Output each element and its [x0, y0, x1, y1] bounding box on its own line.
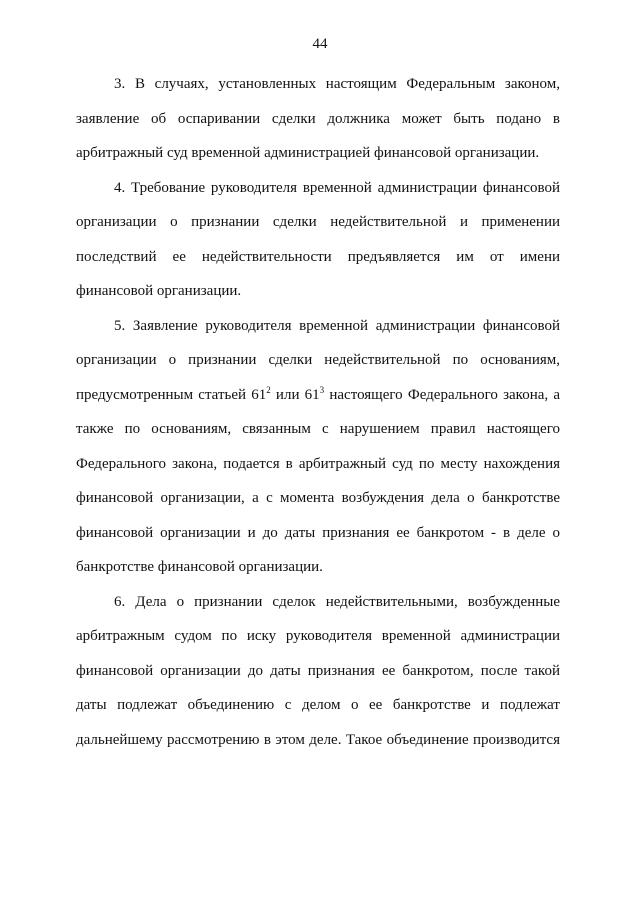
text-fragment: предусмотренным статьей 61: [76, 386, 267, 403]
text-line: даты подлежат объединению с делом о ее банкротстве и подлежат: [76, 697, 560, 713]
paragraph-6: [76, 585, 560, 758]
text-line: 4. Требование руководителя временной администрации финансовой: [114, 179, 560, 196]
text-line: арбитражным судом по иску руководителя временной администрации: [76, 628, 560, 644]
paragraph-5: [76, 309, 560, 585]
text-line: последствий ее недействительности предъявляется им от имени: [76, 248, 560, 265]
text-line: финансовой организации, а с момента возбуждения дела о банкротстве: [76, 490, 560, 506]
text-fragment: настоящего Федерального закона, а: [324, 386, 560, 403]
text-line: Федерального закона, подается в арбитражный суд по месту нахождения: [76, 455, 560, 472]
text-fragment: или 61: [270, 386, 320, 403]
superscript: 3: [319, 384, 325, 395]
text-line: финансовой организации и до даты признания ее банкротом - в деле о: [76, 524, 560, 541]
text-line: также по основаниям, связанным с нарушением правил настоящего: [76, 421, 560, 437]
superscript: 2: [266, 384, 271, 395]
text-line: банкротстве финансовой организации.: [76, 559, 323, 575]
paragraph-4: [76, 171, 560, 309]
text-line: организации о признании сделки недействительной и применении: [76, 214, 560, 230]
text-line: заявление об оспаривании сделки должника может быть подано в: [76, 110, 560, 127]
text-line-with-superscripts: [76, 378, 560, 413]
paragraph-3: [76, 67, 560, 171]
text-line: 3. В случаях, установленных настоящим Федеральным законом,: [114, 76, 560, 92]
text-line: финансовой организации до даты признания ее банкротом, после такой: [76, 662, 560, 679]
text-line: арбитражный суд временной администрацией финансовой организации.: [76, 145, 540, 161]
text-line: 6. Дела о признании сделок недействительными, возбужденные: [114, 593, 560, 610]
text-line: дальнейшему рассмотрению в этом деле. Такое объединение производится: [76, 731, 560, 748]
text-line: финансовой организации.: [76, 283, 242, 299]
text-line: 5. Заявление руководителя временной администрации финансовой: [114, 317, 560, 334]
page-number: 44: [312, 36, 328, 52]
document-body: [76, 67, 560, 757]
text-line: организации о признании сделки недействительной по основаниям,: [76, 352, 560, 368]
